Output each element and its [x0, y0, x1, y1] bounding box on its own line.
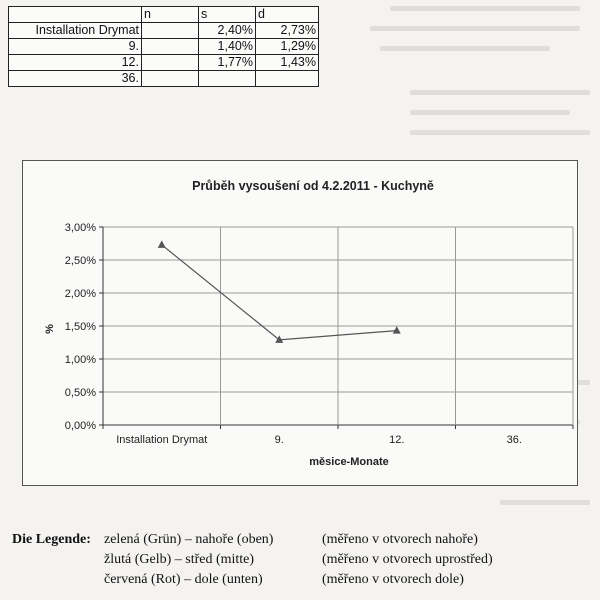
table-row [9, 39, 319, 55]
y-tick-label: 2,50% [64, 255, 96, 267]
y-tick-label: 1,00% [64, 354, 96, 366]
table-cell: 1,77% [199, 55, 256, 71]
y-tick-label: 0,50% [64, 387, 96, 399]
legend-color-label: žlutá (Gelb) – střed (mitte) [104, 552, 255, 567]
legend-row [12, 570, 493, 590]
table-cell: 36. [9, 71, 142, 87]
table-cell: Installation Drymat [9, 23, 142, 39]
table-cell [142, 55, 199, 71]
table-cell: 1,43% [256, 55, 319, 71]
legend-note: (měřeno v otvorech nahoře) [322, 532, 478, 547]
table-cell [142, 71, 199, 87]
line-chart [23, 161, 579, 487]
table-cell: 2,40% [199, 23, 256, 39]
table-cell [199, 71, 256, 87]
table-cell: 2,73% [256, 23, 319, 39]
legend-row [12, 530, 493, 550]
x-tick-label: 12. [389, 434, 405, 446]
legend-color-label: zelená (Grün) – nahoře (oben) [104, 532, 274, 547]
y-axis-label: % [44, 324, 56, 334]
data-point-marker [393, 326, 401, 334]
table-header-cell: s [199, 7, 256, 23]
table-cell [142, 23, 199, 39]
x-tick-label: 9. [274, 434, 284, 446]
table-header-cell: n [142, 7, 199, 23]
table-cell [256, 71, 319, 87]
y-tick-label: 2,00% [64, 288, 96, 300]
y-tick-label: 3,00% [64, 222, 96, 234]
legend-row [12, 550, 493, 570]
table-cell: 12. [9, 55, 142, 71]
legend-color-label: červená (Rot) – dole (unten) [104, 572, 263, 587]
data-point-marker [158, 240, 166, 248]
y-tick-label: 1,50% [64, 321, 96, 333]
chart-frame [22, 160, 578, 486]
x-tick-label: 36. [506, 434, 522, 446]
table-row [9, 71, 319, 87]
table-header-row [9, 7, 319, 23]
y-tick-label: 0,00% [64, 420, 96, 432]
legend [12, 530, 493, 590]
table-header-cell [9, 7, 142, 23]
legend-heading: Die Legende: [12, 532, 91, 547]
chart-title: Průběh vysoušení od 4.2.2011 - Kuchyně [192, 179, 434, 193]
data-table [8, 6, 319, 87]
table-row [9, 23, 319, 39]
legend-note: (měřeno v otvorech uprostřed) [322, 552, 493, 567]
table-cell [142, 39, 199, 55]
x-axis-label: měsice-Monate [309, 456, 389, 468]
legend-note: (měřeno v otvorech dole) [322, 572, 464, 587]
table-cell: 1,40% [199, 39, 256, 55]
table-cell: 9. [9, 39, 142, 55]
table-cell: 1,29% [256, 39, 319, 55]
x-tick-label: Installation Drymat [116, 434, 208, 446]
table-row [9, 55, 319, 71]
table-header-cell: d [256, 7, 319, 23]
